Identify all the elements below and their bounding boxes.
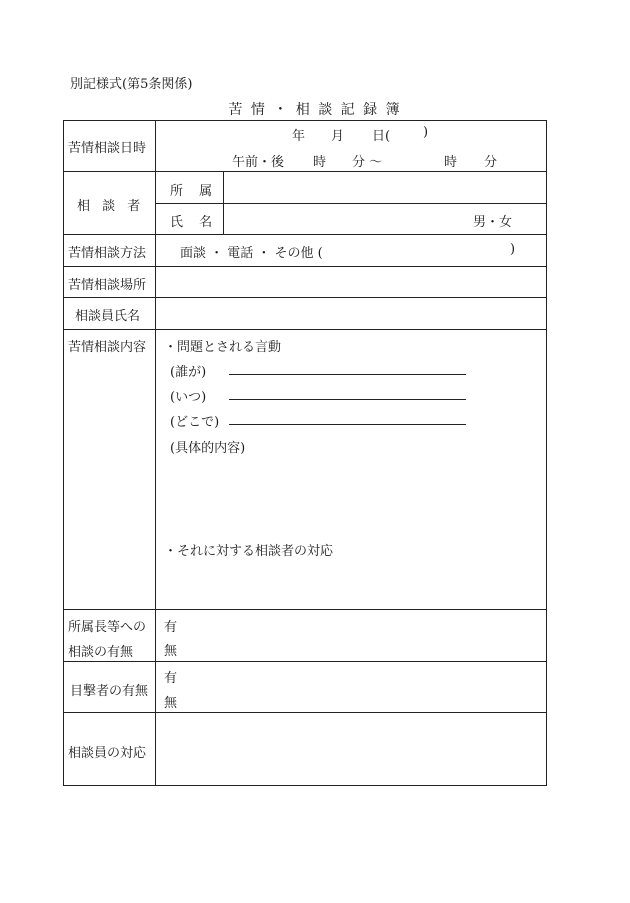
- datetime-day: 日(: [372, 129, 391, 144]
- problem-behavior-heading: ・問題とされる言動: [164, 340, 282, 355]
- form-reference: 別記様式(第5条関係): [70, 77, 193, 92]
- table-border-left: [63, 120, 64, 786]
- table-border-right: [546, 120, 547, 786]
- when-label: (いつ): [170, 390, 207, 405]
- method-other-close: ): [510, 242, 516, 257]
- method-label: 苦情相談方法: [68, 246, 147, 261]
- row-divider: [63, 712, 547, 713]
- datetime-minute-end: 分: [484, 155, 498, 170]
- datetime-minute-start: 分 〜: [352, 155, 383, 170]
- staff-response-label: 相談員の対応: [68, 746, 147, 761]
- supervisor-yes: 有: [164, 620, 178, 635]
- datetime-year: 年: [292, 129, 306, 144]
- who-blank-line: [229, 374, 466, 375]
- witness-yes: 有: [164, 671, 178, 686]
- when-blank-line: [229, 399, 466, 400]
- supervisor-label-line2: 相談の有無: [68, 645, 134, 660]
- datetime-label: 苦情相談日時: [68, 141, 147, 156]
- row-divider: [63, 609, 547, 610]
- label-column-divider: [155, 120, 156, 786]
- supervisor-no: 無: [164, 644, 178, 659]
- datetime-hour-start: 時: [313, 155, 327, 170]
- response-heading: ・それに対する相談者の対応: [164, 544, 334, 559]
- row-divider: [63, 329, 547, 330]
- sublabel-column-divider: [223, 171, 224, 234]
- datetime-month: 月: [331, 129, 345, 144]
- method-options: 面談 ・ 電話 ・ その他 (: [180, 246, 323, 261]
- staff-name-label: 相談員氏名: [75, 309, 141, 324]
- datetime-day-close: ): [423, 125, 429, 140]
- witness-no: 無: [164, 696, 178, 711]
- where-blank-line: [229, 424, 466, 425]
- consultant-label: 相 談 者: [77, 199, 145, 214]
- who-label: (誰が): [170, 365, 207, 380]
- name-label: 氏 名: [170, 215, 219, 230]
- table-border-bottom: [63, 785, 547, 786]
- where-label: (どこで): [170, 415, 220, 430]
- row-divider: [63, 297, 547, 298]
- datetime-hour-end: 時: [444, 155, 458, 170]
- place-label: 苦情相談場所: [68, 278, 147, 293]
- row-divider: [63, 266, 547, 267]
- row-divider: [155, 203, 547, 204]
- row-divider: [63, 171, 547, 172]
- supervisor-label-line1: 所属長等への: [68, 620, 147, 635]
- affiliation-label: 所 属: [170, 184, 219, 199]
- row-divider: [63, 661, 547, 662]
- witness-label: 目撃者の有無: [70, 684, 149, 699]
- details-label: (具体的内容): [170, 441, 246, 456]
- gender-options: 男・女: [473, 215, 513, 230]
- datetime-ampm: 午前・後: [232, 155, 285, 170]
- row-divider: [63, 234, 547, 235]
- table-border-top: [63, 120, 547, 121]
- content-label: 苦情相談内容: [68, 340, 147, 355]
- form-title: 苦 情 ・ 相 談 記 録 簿: [228, 102, 402, 118]
